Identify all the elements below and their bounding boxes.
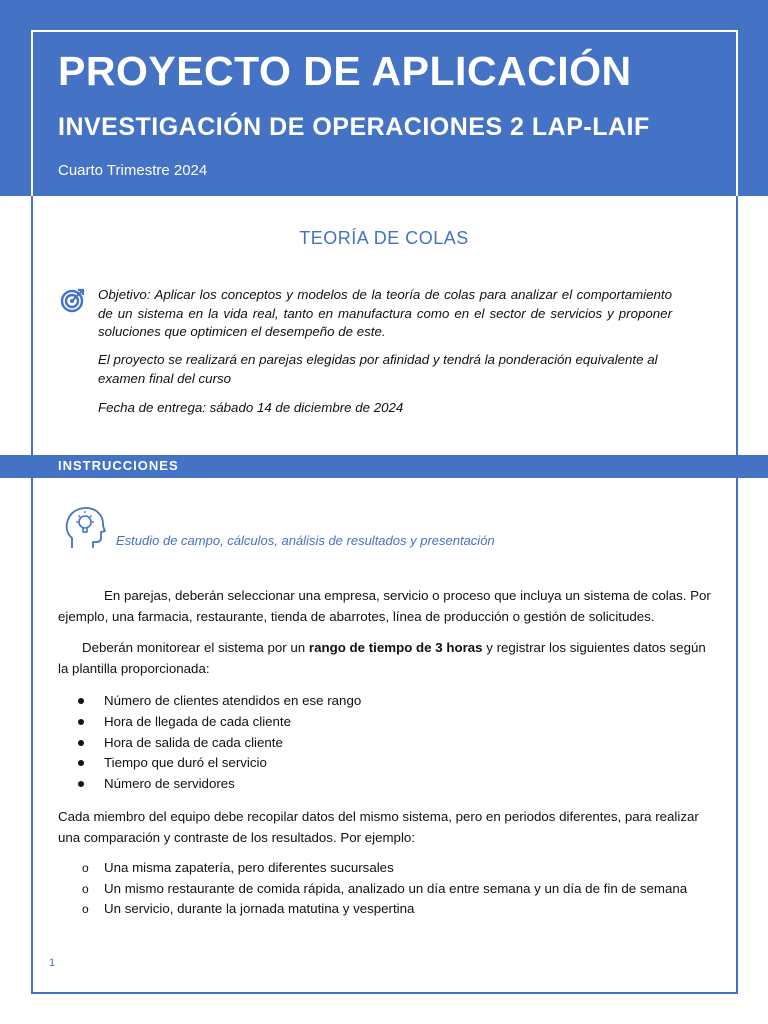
paragraph-monitor-before: Deberán monitorear el sistema por un: [82, 640, 309, 655]
list-item: [58, 733, 361, 754]
list-item: [58, 858, 718, 879]
list-item: [58, 691, 361, 712]
list-item: [58, 774, 361, 795]
project-description: El proyecto se realizará en parejas elegidas por afinidad y tendrá la ponderación equivalente al examen final del curso: [98, 352, 658, 386]
circle-bullet-icon: o: [82, 902, 89, 916]
target-icon: [60, 287, 86, 313]
list-item-text: Número de servidores: [104, 776, 235, 792]
term-label: Cuarto Trimestre 2024: [58, 162, 208, 179]
list-item-text: Un mismo restaurante de comida rápida, analizado un día entre semana y un día de fin de semana: [104, 880, 688, 896]
list-item-text: Una misma zapatería, pero diferentes sucursales: [104, 860, 394, 875]
list-item-text: Número de clientes atendidos en ese rango: [104, 693, 362, 708]
bullet-icon: [78, 740, 84, 746]
list-item-text: Un servicio, durante la jornada matutina y vespertina: [104, 901, 415, 916]
document-title: PROYECTO DE APLICACIÓN: [58, 48, 632, 94]
bullet-icon: [78, 760, 84, 766]
list-item: [58, 753, 361, 774]
paragraph-monitor-system: [58, 637, 718, 679]
list-item: [58, 879, 718, 900]
list-item-text: Hora de llegada de cada cliente: [104, 713, 292, 729]
study-subtitle: Estudio de campo, cálculos, análisis de resultados y presentación: [116, 533, 495, 548]
head-lightbulb-icon: [64, 504, 106, 550]
list-item-text: Hora de salida de cada cliente: [104, 734, 283, 750]
instructions-heading: INSTRUCCIONES: [58, 458, 179, 473]
circle-bullet-icon: o: [82, 861, 89, 875]
bullet-icon: [78, 781, 84, 787]
list-item: [58, 899, 718, 920]
circle-bullet-icon: o: [82, 881, 89, 896]
paragraph-compare-periods: Cada miembro del equipo debe recopilar datos del mismo sistema, pero en periodos diferentes, para realizar una comparación y contraste de los resultados. Por ejemplo:: [58, 809, 699, 845]
paragraph-select-company: En parejas, deberán seleccionar una empresa, servicio o proceso que incluya un sistema de colas. Por ejemplo, una farmacia, restaurante, tienda de abarrotes, línea de producción o gestión de solicitudes.: [58, 588, 711, 624]
due-date: Fecha de entrega: sábado 14 de diciembre de 2024: [98, 400, 404, 415]
page-number: 1: [49, 957, 56, 969]
objective-text: Objetivo: Aplicar los conceptos y modelos de la teoría de colas para analizar el comportamiento de un sistema en la vida real, tanto en manufactura como en el sector de servicios y proponer soluciones que optimicen el desempeño de este.: [98, 287, 672, 339]
instructions-section-bar: [0, 455, 768, 478]
list-item-text: Tiempo que duró el servicio: [104, 755, 267, 771]
paragraph-monitor-after: y registrar los siguientes datos según la plantilla proporcionada:: [58, 640, 706, 676]
document-subtitle: INVESTIGACIÓN DE OPERACIONES 2 LAP-LAIF: [58, 113, 650, 141]
bullet-icon: [78, 719, 84, 725]
header-frame: [31, 30, 738, 196]
bullet-icon: [78, 698, 84, 704]
topic-heading: TEORÍA DE COLAS: [299, 228, 469, 248]
time-range-emphasis: rango de tiempo de 3 horas: [308, 640, 483, 655]
examples-list: [58, 858, 718, 920]
list-item: [58, 712, 361, 733]
data-fields-list: [58, 691, 361, 795]
